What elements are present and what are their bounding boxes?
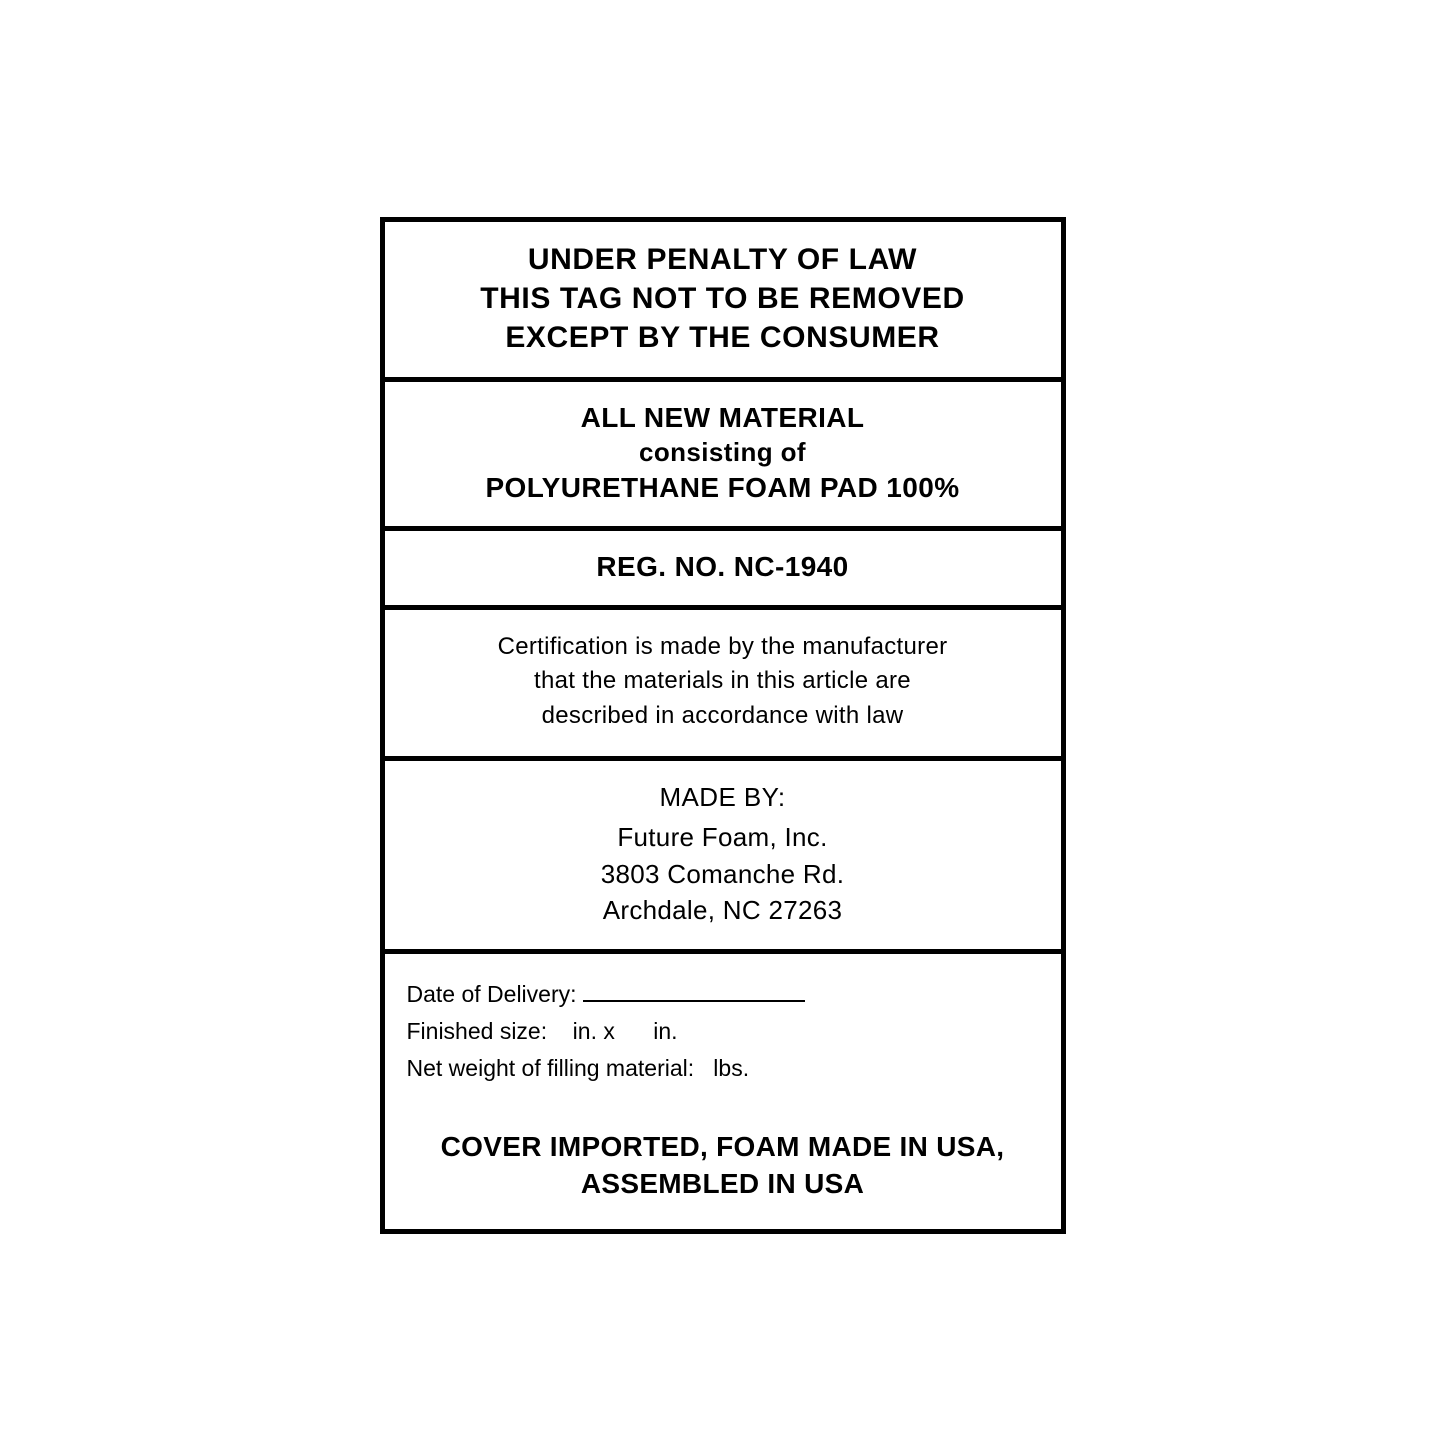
- manufacturer-street: 3803 Comanche Rd.: [600, 858, 845, 889]
- registration-number: REG. NO. NC-1940: [596, 551, 849, 583]
- fill-in-fields-section: [385, 954, 1061, 1096]
- penalty-line-2: THIS TAG NOT TO BE REMOVED: [480, 281, 965, 315]
- penalty-line-1: UNDER PENALTY OF LAW: [527, 242, 918, 276]
- finished-size-value[interactable]: in. x in.: [547, 1017, 678, 1044]
- certification-statement-section: [385, 610, 1061, 761]
- origin-line-1: COVER IMPORTED, FOAM MADE IN USA,: [440, 1131, 1005, 1163]
- certification-line-2: that the materials in this article are: [534, 667, 911, 695]
- finished-size-label: Finished size:: [406, 1017, 548, 1044]
- net-weight-label: Net weight of filling material:: [406, 1055, 695, 1082]
- manufacturer-section: [385, 761, 1061, 954]
- certification-line-3: described in accordance with law: [541, 702, 904, 730]
- penalty-notice-section: [385, 222, 1061, 382]
- date-of-delivery-row: [407, 976, 1043, 1013]
- registration-number-section: [385, 531, 1061, 609]
- net-weight-row: [407, 1050, 1043, 1087]
- net-weight-value[interactable]: lbs.: [694, 1055, 750, 1082]
- penalty-line-3: EXCEPT BY THE CONSUMER: [505, 320, 940, 354]
- date-of-delivery-label: Date of Delivery:: [406, 980, 577, 1007]
- material-heading: ALL NEW MATERIAL: [580, 401, 865, 433]
- certification-line-1: Certification is made by the manufacturer: [497, 632, 948, 660]
- material-content-section: [385, 382, 1061, 532]
- law-tag: [380, 217, 1066, 1235]
- manufacturer-name: Future Foam, Inc.: [617, 822, 828, 853]
- manufacturer-city-state-zip: Archdale, NC 27263: [602, 895, 843, 926]
- finished-size-row: [407, 1013, 1043, 1050]
- date-of-delivery-input[interactable]: [583, 980, 805, 1002]
- material-composition: POLYURETHANE FOAM PAD 100%: [485, 471, 960, 503]
- origin-line-2: ASSEMBLED IN USA: [580, 1168, 865, 1200]
- country-of-origin-section: [385, 1095, 1061, 1229]
- made-by-heading: MADE BY:: [659, 782, 786, 813]
- material-connector: consisting of: [639, 437, 806, 468]
